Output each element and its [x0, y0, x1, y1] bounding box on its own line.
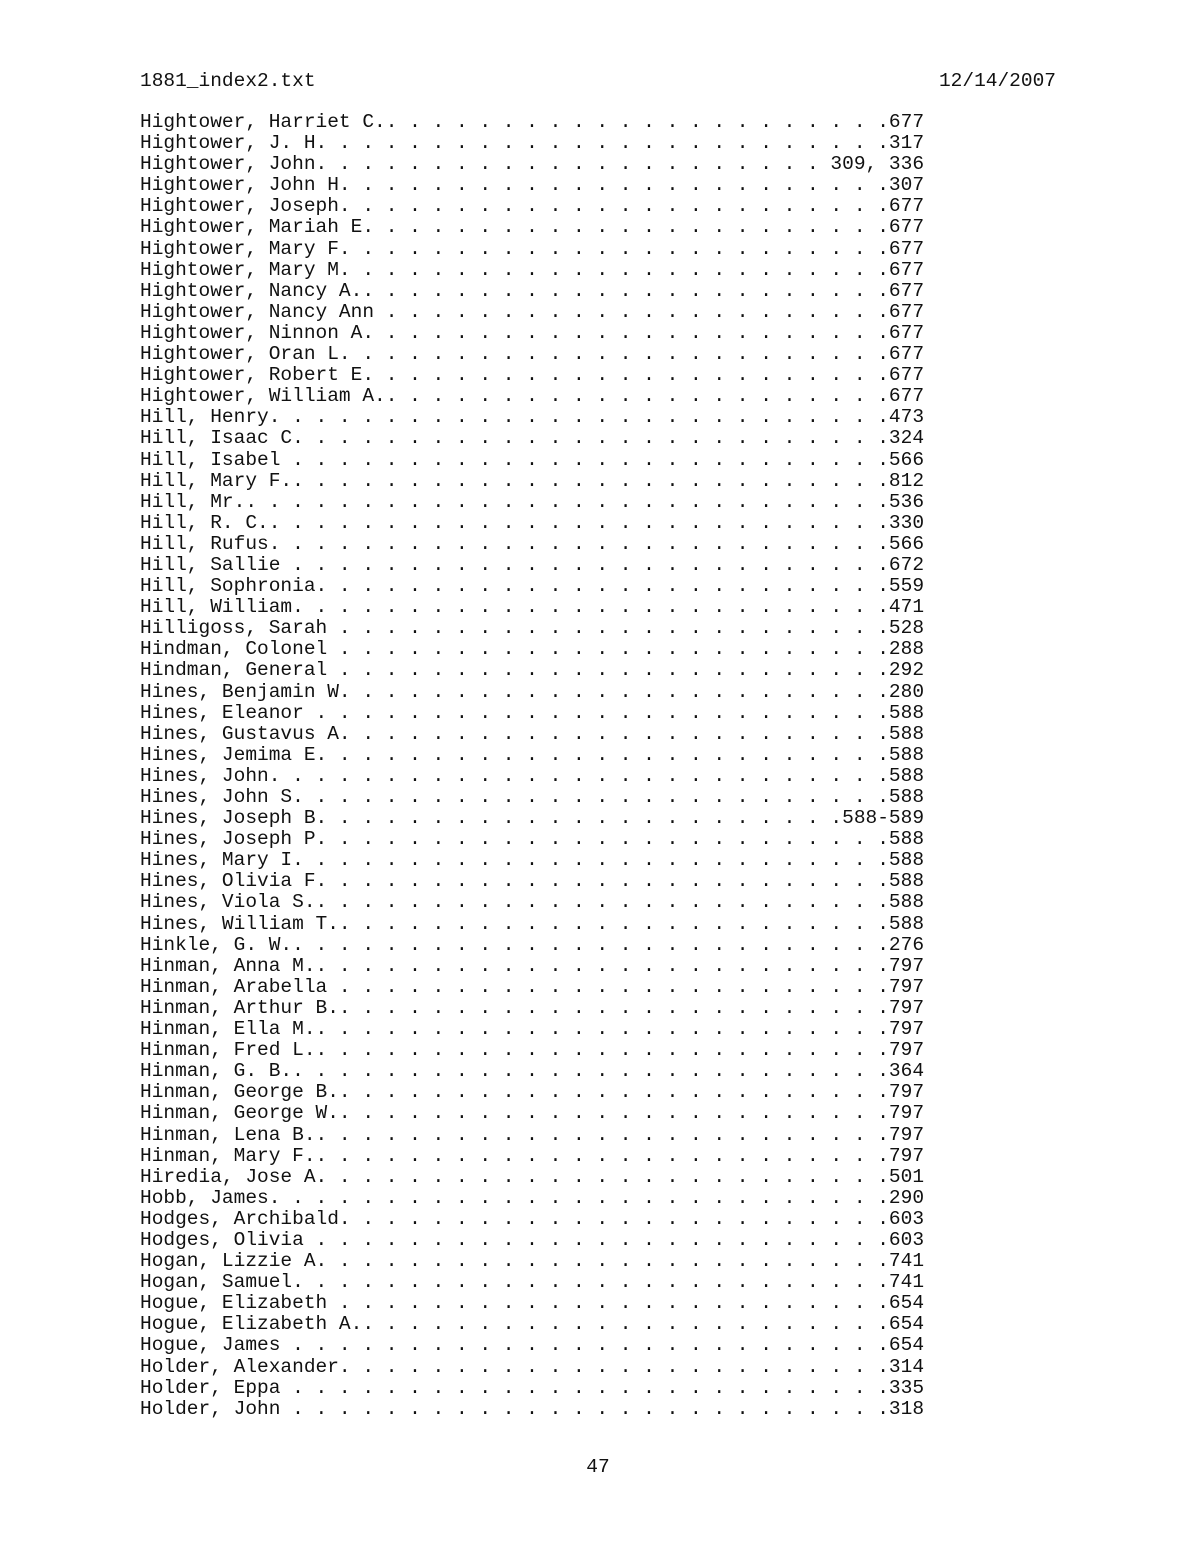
index-entry: Hinman, Lena B.. . . . . . . . . . . . . . . . . . . . . . . . .797: [140, 1123, 925, 1146]
index-entry: Hightower, Nancy Ann . . . . . . . . . . . . . . . . . . . . . .677: [140, 300, 925, 323]
index-entry: Hinkle, G. W.. . . . . . . . . . . . . . . . . . . . . . . . . .276: [140, 933, 925, 956]
index-entry: Hinman, Anna M.. . . . . . . . . . . . . . . . . . . . . . . . .797: [140, 954, 925, 977]
index-entry: Hines, Joseph B. . . . . . . . . . . . . . . . . . . . . . .588-589: [140, 807, 925, 830]
index-entry: Hogue, Elizabeth . . . . . . . . . . . . . . . . . . . . . . . .654: [140, 1292, 925, 1315]
index-entry: Hill, R. C.. . . . . . . . . . . . . . . . . . . . . . . . . . .330: [140, 511, 925, 534]
index-entry: Hightower, Mariah E. . . . . . . . . . . . . . . . . . . . . . .677: [140, 216, 925, 239]
index-entry: Hines, Gustavus A. . . . . . . . . . . . . . . . . . . . . . . .588: [140, 722, 925, 745]
index-entry: Hill, Sallie . . . . . . . . . . . . . . . . . . . . . . . . . .672: [140, 553, 925, 576]
index-entry: Hightower, Oran L. . . . . . . . . . . . . . . . . . . . . . . .677: [140, 343, 925, 366]
index-entry: Hogue, Elizabeth A.. . . . . . . . . . . . . . . . . . . . . . .654: [140, 1313, 925, 1336]
index-entry: Hill, Mr.. . . . . . . . . . . . . . . . . . . . . . . . . . . .536: [140, 490, 925, 513]
index-entry: Hightower, Mary F. . . . . . . . . . . . . . . . . . . . . . . .677: [140, 237, 925, 260]
index-entry: Hines, Benjamin W. . . . . . . . . . . . . . . . . . . . . . . .280: [140, 680, 925, 703]
index-entry: Hines, John. . . . . . . . . . . . . . . . . . . . . . . . . . .588: [140, 764, 925, 787]
index-entry: Hodges, Olivia . . . . . . . . . . . . . . . . . . . . . . . . .603: [140, 1228, 925, 1251]
index-entry: Hilligoss, Sarah . . . . . . . . . . . . . . . . . . . . . . . .528: [140, 617, 925, 640]
index-entry: Hines, Olivia F. . . . . . . . . . . . . . . . . . . . . . . . .588: [140, 870, 925, 893]
index-entry: Hightower, J. H. . . . . . . . . . . . . . . . . . . . . . . . .317: [140, 132, 925, 155]
index-entry: Hightower, Joseph. . . . . . . . . . . . . . . . . . . . . . . .677: [140, 195, 925, 218]
index-entry: Hogan, Lizzie A. . . . . . . . . . . . . . . . . . . . . . . . .741: [140, 1250, 925, 1273]
index-entry: Hinman, G. B.. . . . . . . . . . . . . . . . . . . . . . . . . .364: [140, 1060, 925, 1083]
index-entry: Holder, Eppa . . . . . . . . . . . . . . . . . . . . . . . . . .335: [140, 1376, 925, 1399]
index-entry: Hightower, William A.. . . . . . . . . . . . . . . . . . . . . .677: [140, 385, 925, 408]
page-number: 47: [586, 1456, 610, 1478]
index-entry: Hill, Henry. . . . . . . . . . . . . . . . . . . . . . . . . . .473: [140, 406, 925, 429]
index-entry: Hill, William. . . . . . . . . . . . . . . . . . . . . . . . . .471: [140, 596, 925, 619]
index-entry: Hines, Eleanor . . . . . . . . . . . . . . . . . . . . . . . . .588: [140, 701, 925, 724]
index-entry: Hinman, Arthur B.. . . . . . . . . . . . . . . . . . . . . . . .797: [140, 996, 925, 1019]
index-entry: Hill, Rufus. . . . . . . . . . . . . . . . . . . . . . . . . . .566: [140, 532, 925, 555]
index-entry: Hightower, Nancy A.. . . . . . . . . . . . . . . . . . . . . . .677: [140, 279, 925, 302]
index-entry: Hinman, Fred L.. . . . . . . . . . . . . . . . . . . . . . . . .797: [140, 1039, 925, 1062]
index-entry: Hinman, George W.. . . . . . . . . . . . . . . . . . . . . . . .797: [140, 1102, 925, 1125]
index-list: [140, 112, 924, 1420]
page-header: [140, 68, 1056, 94]
index-entry: Hodges, Archibald. . . . . . . . . . . . . . . . . . . . . . . .603: [140, 1207, 925, 1230]
index-entry: Hines, William T.. . . . . . . . . . . . . . . . . . . . . . . .588: [140, 912, 925, 935]
index-entry: Hinman, Ella M.. . . . . . . . . . . . . . . . . . . . . . . . .797: [140, 1018, 925, 1041]
index-entry: Hill, Isabel . . . . . . . . . . . . . . . . . . . . . . . . . .566: [140, 448, 925, 471]
index-entry: Hindman, General . . . . . . . . . . . . . . . . . . . . . . . .292: [140, 659, 925, 682]
index-entry: Hinman, George B.. . . . . . . . . . . . . . . . . . . . . . . .797: [140, 1081, 925, 1104]
index-entry: Hines, Viola S.. . . . . . . . . . . . . . . . . . . . . . . . .588: [140, 891, 925, 914]
index-entry: Hindman, Colonel . . . . . . . . . . . . . . . . . . . . . . . .288: [140, 638, 925, 661]
header-filename: 1881_index2.txt: [140, 70, 316, 92]
index-entry: Hinman, Arabella . . . . . . . . . . . . . . . . . . . . . . . .797: [140, 975, 925, 998]
index-entry: Holder, John . . . . . . . . . . . . . . . . . . . . . . . . . .318: [140, 1397, 925, 1420]
index-entry: Hill, Isaac C. . . . . . . . . . . . . . . . . . . . . . . . . .324: [140, 427, 925, 450]
index-entry: Hightower, Ninnon A. . . . . . . . . . . . . . . . . . . . . . .677: [140, 321, 925, 344]
index-entry: Hines, John S. . . . . . . . . . . . . . . . . . . . . . . . . .588: [140, 786, 925, 808]
index-entry: Hightower, John. . . . . . . . . . . . . . . . . . . . . . 309, 336: [140, 153, 925, 176]
index-entry: Hill, Mary F.. . . . . . . . . . . . . . . . . . . . . . . . . .812: [140, 469, 925, 492]
index-entry: Hiredia, Jose A. . . . . . . . . . . . . . . . . . . . . . . . .501: [140, 1165, 925, 1188]
index-entry: Hightower, Mary M. . . . . . . . . . . . . . . . . . . . . . . .677: [140, 258, 925, 281]
index-entry: Hightower, Harriet C.. . . . . . . . . . . . . . . . . . . . . .677: [140, 111, 925, 133]
index-entry: Hinman, Mary F.. . . . . . . . . . . . . . . . . . . . . . . . .797: [140, 1144, 925, 1167]
index-entry: Hightower, Robert E. . . . . . . . . . . . . . . . . . . . . . .677: [140, 364, 925, 387]
index-entry: Hightower, John H. . . . . . . . . . . . . . . . . . . . . . . .307: [140, 174, 925, 197]
index-entry: Hobb, James. . . . . . . . . . . . . . . . . . . . . . . . . . .290: [140, 1186, 925, 1209]
index-entry: Hines, Jemima E. . . . . . . . . . . . . . . . . . . . . . . . .588: [140, 743, 925, 766]
index-entry: Hines, Mary I. . . . . . . . . . . . . . . . . . . . . . . . . .588: [140, 849, 925, 872]
index-entry: Holder, Alexander. . . . . . . . . . . . . . . . . . . . . . . .314: [140, 1355, 925, 1378]
index-entry: Hogue, James . . . . . . . . . . . . . . . . . . . . . . . . . .654: [140, 1334, 925, 1357]
index-entry: Hogan, Samuel. . . . . . . . . . . . . . . . . . . . . . . . . .741: [140, 1271, 925, 1294]
header-date: 12/14/2007: [938, 70, 1056, 92]
index-entry: Hines, Joseph P. . . . . . . . . . . . . . . . . . . . . . . . .588: [140, 828, 925, 851]
index-entry: Hill, Sophronia. . . . . . . . . . . . . . . . . . . . . . . . .559: [140, 575, 925, 598]
